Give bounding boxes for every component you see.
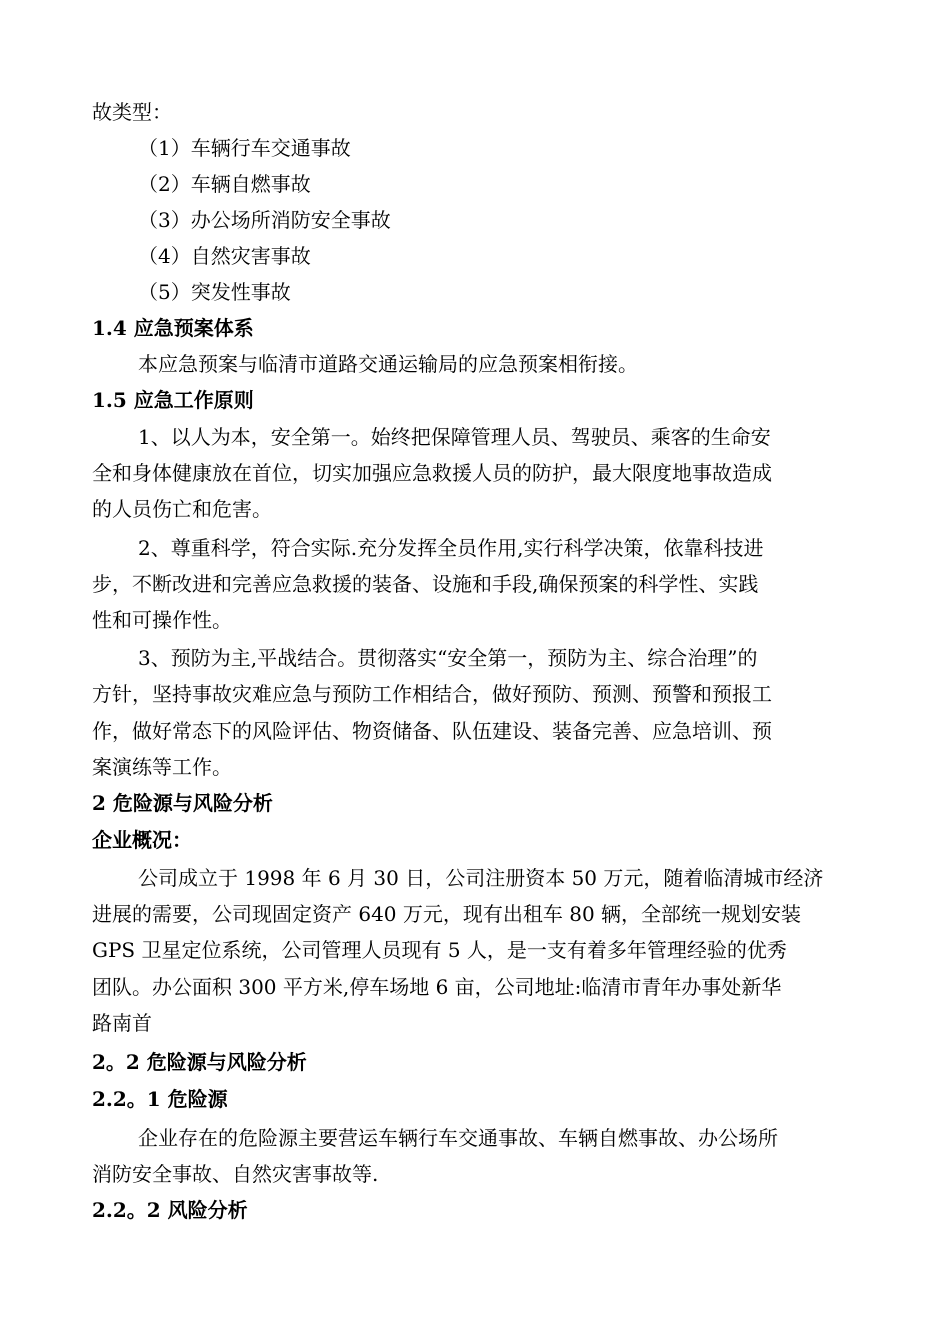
paragraph-line: 3、预防为主,平战结合。贯彻落实“安全第一，预防为主、综合治理”的 [138, 646, 758, 670]
paragraph-line: 作，做好常态下的风险评估、物资储备、队伍建设、装备完善、应急培训、预 [92, 719, 772, 743]
paragraph-line: 消防安全事故、自然灾害事故等. [92, 1162, 379, 1186]
list-item: （3）办公场所消防安全事故 [138, 208, 391, 232]
paragraph-line: 全和身体健康放在首位，切实加强应急救援人员的防护，最大限度地事故造成 [92, 461, 772, 485]
list-item: （1）车辆行车交通事故 [138, 136, 351, 160]
paragraph-line: GPS 卫星定位系统，公司管理人员现有 5 人，是一支有着多年管理经验的优秀 [92, 938, 787, 962]
paragraph-line: 路南首 [92, 1011, 152, 1035]
section-heading: 1.5 应急工作原则 [92, 388, 254, 412]
paragraph-line: 案演练等工作。 [92, 755, 232, 779]
paragraph-line: 2、尊重科学，符合实际.充分发挥全员作用,实行科学决策，依靠科技进 [138, 536, 764, 560]
paragraph-line: 1、以人为本，安全第一。始终把保障管理人员、驾驶员、乘客的生命安 [138, 425, 771, 449]
paragraph-line: 进展的需要，公司现固定资产 640 万元，现有出租车 80 辆，全部统一规划安装 [92, 902, 802, 926]
paragraph-line: 故类型： [92, 100, 172, 124]
paragraph-line: 公司成立于 1998 年 6 月 30 日，公司注册资本 50 万元，随着临清城市经济 [138, 866, 824, 890]
list-item: （5）突发性事故 [138, 280, 291, 304]
paragraph-line: 本应急预案与临清市道路交通运输局的应急预案相衔接。 [138, 352, 638, 376]
paragraph-line: 企业存在的危险源主要营运车辆行车交通事故、车辆自燃事故、办公场所 [138, 1126, 778, 1150]
subsection-heading: 2.2。2 风险分析 [92, 1198, 248, 1222]
list-item: （4）自然灾害事故 [138, 244, 311, 268]
section-heading: 2 危险源与风险分析 [92, 791, 273, 815]
paragraph-line: 方针，坚持事故灾难应急与预防工作相结合，做好预防、预测、预警和预报工 [92, 682, 772, 706]
paragraph-line: 性和可操作性。 [92, 608, 232, 632]
paragraph-line: 团队。办公面积 300 平方米,停车场地 6 亩，公司地址:临清市青年办事处新华 [92, 975, 782, 999]
section-heading: 1.4 应急预案体系 [92, 316, 254, 340]
subsection-heading: 企业概况： [92, 828, 192, 852]
paragraph-line: 步，不断改进和完善应急救援的装备、设施和手段,确保预案的科学性、实践 [92, 572, 759, 596]
section-heading: 2。2 危险源与风险分析 [92, 1050, 307, 1074]
list-item: （2）车辆自燃事故 [138, 172, 311, 196]
subsection-heading: 2.2。1 危险源 [92, 1087, 228, 1111]
paragraph-line: 的人员伤亡和危害。 [92, 497, 272, 521]
